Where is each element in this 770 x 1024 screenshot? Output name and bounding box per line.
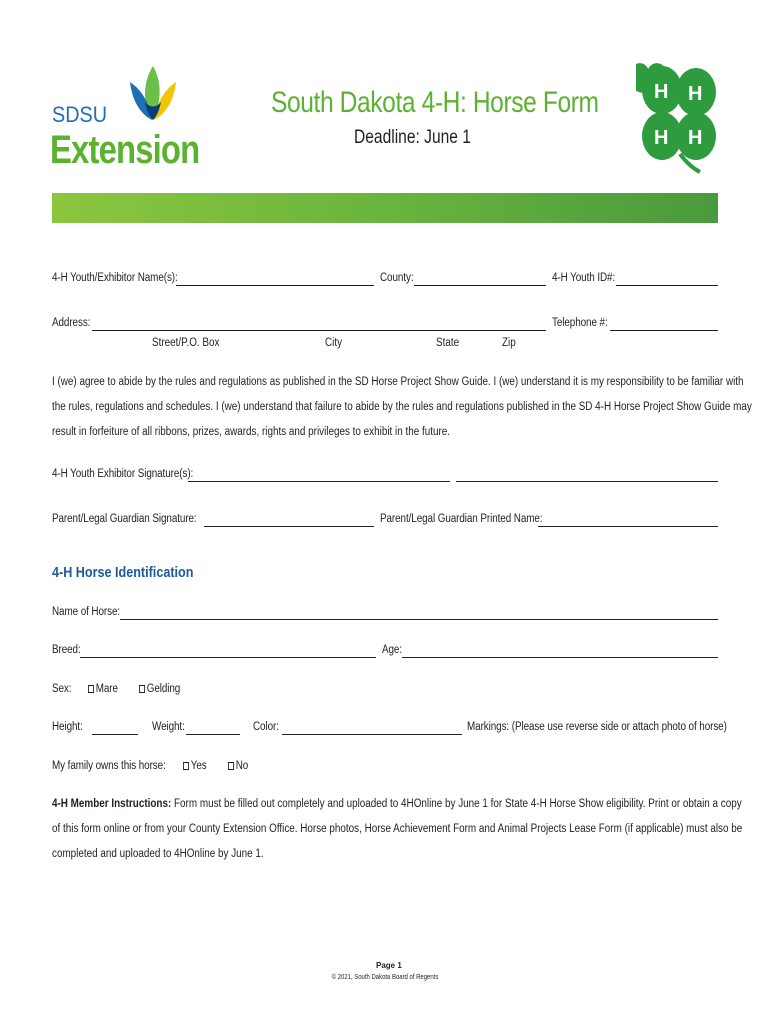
horse-name-field[interactable] xyxy=(120,619,718,620)
youth-signature-label: 4-H Youth Exhibitor Signature(s): xyxy=(52,468,194,480)
city-caption: City xyxy=(325,337,343,349)
mare-option[interactable] xyxy=(88,683,118,695)
instructions-line-1 xyxy=(52,792,742,817)
zip-caption: Zip xyxy=(502,337,516,349)
yes-checkbox[interactable] xyxy=(183,762,189,770)
yes-label: Yes xyxy=(190,760,207,772)
instructions-label: 4-H Member Instructions: xyxy=(52,798,172,810)
youth-names-field[interactable] xyxy=(176,285,374,286)
yes-option[interactable] xyxy=(183,760,207,772)
color-field[interactable] xyxy=(282,734,462,735)
telephone-label: Telephone #: xyxy=(552,317,608,329)
no-option[interactable] xyxy=(228,760,248,772)
street-caption: Street/P.O. Box xyxy=(152,337,220,349)
no-label: No xyxy=(235,760,249,772)
address-field[interactable] xyxy=(92,330,546,331)
page-number: Page 1 xyxy=(376,961,402,970)
guardian-printed-field[interactable] xyxy=(538,526,718,527)
copyright: © 2021, South Dakota Board of Regents xyxy=(331,974,439,981)
breed-label: Breed: xyxy=(52,644,81,656)
guardian-printed-label: Parent/Legal Guardian Printed Name: xyxy=(380,513,543,525)
height-label: Height: xyxy=(52,721,83,733)
sdsu-wordmark: SDSU xyxy=(52,102,108,127)
weight-label: Weight: xyxy=(152,721,185,733)
county-label: County: xyxy=(380,272,414,284)
svg-text:H: H xyxy=(654,127,669,149)
youth-names-label: 4-H Youth/Exhibitor Name(s): xyxy=(52,272,178,284)
agreement-line-2: the rules, regulations and schedules. I (we) understand that failure to abide by the rules and regulations published in the SD 4-H Horse Project Show Guide may xyxy=(52,401,752,413)
height-field[interactable] xyxy=(92,734,138,735)
extension-wordmark: Extension xyxy=(50,128,200,172)
mare-label: Mare xyxy=(95,683,118,695)
guardian-signature-field[interactable] xyxy=(204,526,374,527)
instructions-text xyxy=(52,792,743,867)
mare-checkbox[interactable] xyxy=(88,685,94,693)
instructions-line-2: of this form online or from your County Extension Office. Horse photos, Horse Achievement Form and Animal Projects Lease Form (if applicable) must also be xyxy=(52,823,743,835)
svg-text:H: H xyxy=(688,127,703,149)
gelding-checkbox[interactable] xyxy=(139,685,145,693)
agreement-line-1: I (we) agree to abide by the rules and regulations as published in the SD Horse Project Show Guide. I (we) understand it is my responsibility to be familiar with xyxy=(52,376,744,388)
youth-id-label: 4-H Youth ID#: xyxy=(552,272,616,284)
sex-label: Sex: xyxy=(52,683,72,695)
county-field[interactable] xyxy=(414,285,546,286)
address-label: Address: xyxy=(52,317,91,329)
svg-text:H: H xyxy=(654,81,669,103)
agreement-text xyxy=(52,370,752,445)
gelding-label: Gelding xyxy=(146,683,181,695)
guardian-signature-label: Parent/Legal Guardian Signature: xyxy=(52,513,197,525)
clover-icon xyxy=(636,62,720,174)
youth-signature-field-1[interactable] xyxy=(188,481,450,482)
youth-signature-field-2[interactable] xyxy=(456,481,718,482)
gelding-option[interactable] xyxy=(139,683,180,695)
weight-field[interactable] xyxy=(186,734,240,735)
telephone-field[interactable] xyxy=(610,330,718,331)
svg-text:H: H xyxy=(688,83,703,105)
markings-label: Markings: (Please use reverse side or attach photo of horse) xyxy=(467,721,727,733)
owns-label: My family owns this horse: xyxy=(52,760,166,772)
horse-section-heading: 4-H Horse Identification xyxy=(52,564,194,581)
color-label: Color: xyxy=(253,721,279,733)
agreement-line-3: result in forfeiture of all ribbons, prizes, awards, rights and privileges to exhibit in the future. xyxy=(52,426,451,438)
sdsu-extension-logo xyxy=(50,62,200,174)
header-banner xyxy=(52,193,718,223)
youth-id-field[interactable] xyxy=(616,285,718,286)
state-caption: State xyxy=(436,337,460,349)
instructions-line-3: completed and uploaded to 4HOnline by June 1. xyxy=(52,848,264,860)
no-checkbox[interactable] xyxy=(228,762,234,770)
breed-field[interactable] xyxy=(80,657,376,658)
instructions-line-1-text: Form must be filled out completely and uploaded to 4HOnline by June 1 for State 4-H Horse Show eligibility. Print or obtain a copy xyxy=(171,798,742,810)
age-label: Age: xyxy=(382,644,403,656)
age-field[interactable] xyxy=(402,657,718,658)
4h-clover-logo xyxy=(636,62,720,174)
form-title: South Dakota 4-H: Horse Form xyxy=(271,86,599,119)
horse-name-label: Name of Horse: xyxy=(52,606,121,618)
deadline: Deadline: June 1 xyxy=(354,127,471,148)
